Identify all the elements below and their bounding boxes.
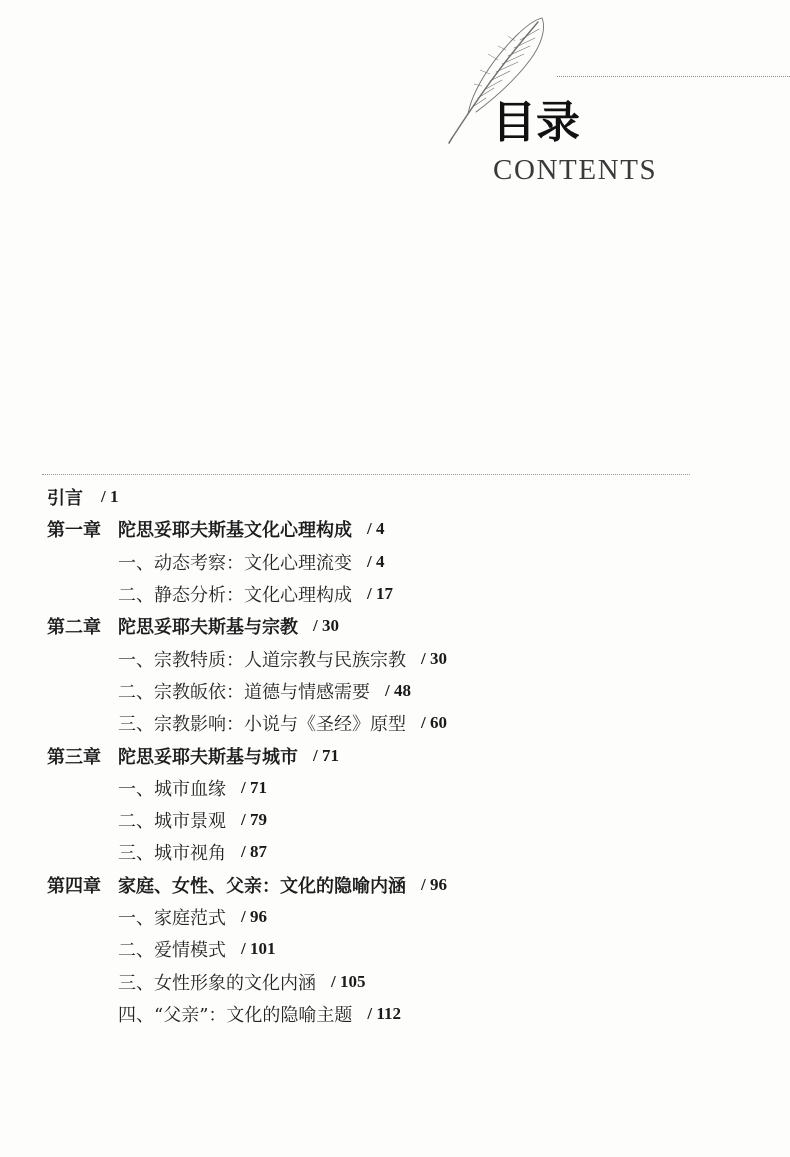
chapter-number: 第三章 <box>47 746 101 768</box>
section-title: 一、家庭范式 <box>118 908 226 929</box>
chapter-number: 第一章 <box>47 520 101 542</box>
toc-section <box>0 901 790 933</box>
toc-page-number: / 4 <box>367 551 385 571</box>
toc-page-number: / 17 <box>367 584 393 604</box>
toc-page-number: / 48 <box>385 680 411 700</box>
toc-section <box>0 772 790 804</box>
contents-subtitle: CONTENTS <box>493 154 658 186</box>
toc-section <box>0 998 790 1030</box>
toc-page-number: / 101 <box>241 939 276 959</box>
contents-title: 目录 <box>492 97 580 148</box>
toc-page-number: / 112 <box>367 1003 401 1023</box>
toc-page-number: / 30 <box>313 616 339 636</box>
chapter-number: 第二章 <box>47 617 101 639</box>
section-title: 二、静态分析：文化心理构成 <box>118 585 352 607</box>
header-divider <box>557 76 790 77</box>
toc-chapter-4 <box>0 869 790 901</box>
chapter-number: 第四章 <box>47 875 101 897</box>
toc-section <box>0 546 790 578</box>
toc-section <box>0 965 790 997</box>
section-title: 一、动态考察：文化心理流变 <box>118 552 352 574</box>
section-title: 二、城市景观 <box>118 811 226 833</box>
table-of-contents <box>0 481 790 1030</box>
chapter-title: 陀思妥耶夫斯基与城市 <box>118 746 298 768</box>
section-title: 三、宗教影响：小说与《圣经》原型 <box>118 714 406 736</box>
toc-section <box>0 675 790 707</box>
toc-chapter-2 <box>0 610 790 642</box>
toc-section <box>0 642 790 674</box>
section-title: 三、女性形象的文化内涵 <box>118 972 316 994</box>
toc-page-number: / 4 <box>367 519 385 539</box>
toc-chapter-1 <box>0 513 790 545</box>
toc-page-number: / 1 <box>101 487 119 507</box>
toc-page-number: / 105 <box>331 971 366 991</box>
toc-entry-title: 引言 <box>47 488 83 510</box>
toc-entry-intro <box>0 481 790 513</box>
toc-section <box>0 578 790 610</box>
section-title: 二、宗教皈依：道德与情感需要 <box>118 681 370 703</box>
section-title: 四、“父亲”：文化的隐喻主题 <box>118 1004 353 1026</box>
toc-chapter-3 <box>0 739 790 771</box>
toc-page-number: / 60 <box>421 713 447 733</box>
section-title: 一、宗教特质：人道宗教与民族宗教 <box>118 649 406 671</box>
toc-section <box>0 933 790 965</box>
section-title: 一、城市血缘 <box>118 778 226 800</box>
toc-page-number: / 71 <box>241 777 267 797</box>
toc-page-number: / 96 <box>421 874 447 894</box>
toc-page-number: / 79 <box>241 810 267 830</box>
toc-page-number: / 96 <box>241 907 267 926</box>
toc-page-number: / 87 <box>241 842 267 862</box>
toc-section <box>0 836 790 868</box>
chapter-title: 家庭、女性、父亲：文化的隐喻内涵 <box>118 875 406 897</box>
toc-divider <box>42 474 690 475</box>
section-title: 三、城市视角 <box>118 843 226 865</box>
section-title: 二、爱情模式 <box>118 940 226 962</box>
chapter-title: 陀思妥耶夫斯基与宗教 <box>118 617 298 639</box>
toc-section <box>0 707 790 739</box>
chapter-title: 陀思妥耶夫斯基文化心理构成 <box>118 520 352 542</box>
toc-page-number: / 71 <box>313 745 339 765</box>
toc-section <box>0 804 790 836</box>
toc-page-number: / 30 <box>421 648 447 668</box>
